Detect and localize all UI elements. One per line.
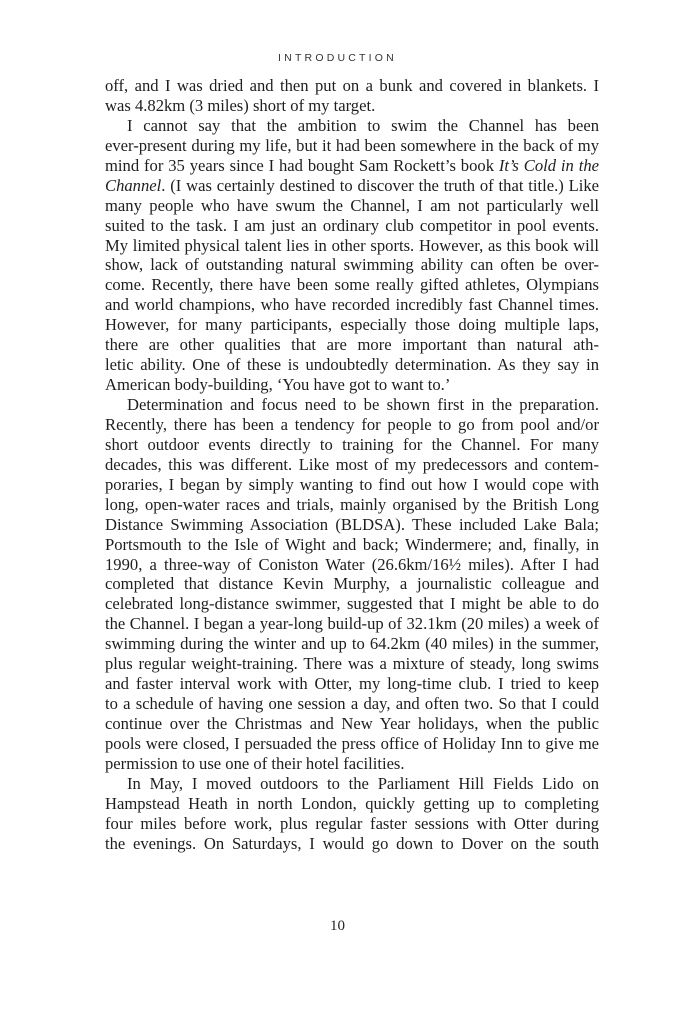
text-line: However, for many participants, especially those doing multiple laps,	[105, 315, 599, 335]
text-line: plus regular weight-training. There was a mixture of steady, long swims	[105, 654, 599, 674]
text-line: off, and I was dried and then put on a bunk and covered in blankets. I	[105, 76, 599, 95]
text-line	[105, 176, 599, 196]
text-line: Distance Swimming Association (BLDSA). These included Lake Bala;	[105, 514, 599, 534]
book-title-italic: Channel	[105, 175, 162, 195]
text-line: there are other qualities that are more important than natural ath-	[105, 335, 599, 355]
text-line: Determination and focus need to be shown first in the preparation.	[127, 395, 599, 414]
text-line: In May, I moved outdoors to the Parliament Hill Fields Lido on	[127, 773, 599, 793]
text-line: poraries, I began by simply wanting to find out how I would cope with	[105, 474, 599, 494]
text-line: and faster interval work with Otter, my long-time club. I tried to keep	[105, 674, 599, 694]
text-line: swimming during the winter and up to 64.2km (40 miles) in the summer,	[105, 634, 599, 654]
text-line: come. Recently, there have been some really gifted athletes, Olympians	[105, 275, 599, 295]
text-line: Portsmouth to the Isle of Wight and back; Windermere; and, finally, in	[105, 534, 599, 554]
text-line: American body-building, ‘You have got to want to.’	[105, 375, 451, 395]
text-line: four miles before work, plus regular faster sessions with Otter during	[105, 813, 599, 833]
text-segment: mind for 35 years since I had bought Sam Rockett’s book	[105, 155, 499, 175]
text-line: continue over the Christmas and New Year holidays, when the public	[105, 714, 599, 733]
text-line: completed that distance Kevin Murphy, a journalistic colleague and	[105, 574, 599, 594]
text-line: celebrated long-distance swimmer, suggested that I might be able to do	[105, 594, 599, 614]
text-line: 1990, a three-way of Coniston Water (26.6km/16½ miles). After I had	[105, 554, 599, 574]
text-line: suited to the task. I am just an ordinary club competitor in pool events.	[105, 215, 599, 235]
text-line: Recently, there has been a tendency for people to go from pool and/or	[105, 414, 599, 434]
text-line: permission to use one of their hotel facilities.	[105, 753, 405, 773]
text-line: was 4.82km (3 miles) short of my target.	[105, 95, 376, 115]
text-line: ever-present during my life, but it had been somewhere in the back of my	[105, 135, 599, 155]
body-text	[105, 76, 599, 854]
text-line: My limited physical talent lies in other sports. However, as this book will	[105, 235, 599, 255]
text-line: letic ability. One of these is undoubtedly determination. As they say in	[105, 355, 599, 375]
text-line: Hampstead Heath in north London, quickly getting up to completing	[105, 793, 599, 813]
text-line: pools were closed, I persuaded the press office of Holiday Inn to give me	[105, 733, 599, 753]
running-head: INTRODUCTION	[278, 52, 397, 64]
page-number: 10	[330, 918, 345, 934]
text-line: show, lack of outstanding natural swimming ability can often be over-	[105, 255, 599, 275]
text-line	[105, 156, 599, 176]
book-title-italic: It’s Cold in the	[498, 155, 599, 175]
text-line: the evenings. On Saturdays, I would go down to Dover on the south	[105, 833, 599, 853]
text-line: short outdoor events directly to training for the Channel. For many	[105, 434, 599, 454]
text-segment: . (I was certainly destined to discover the truth of that title.) Like	[161, 175, 599, 195]
text-line: the Channel. I began a year-long build-up of 32.1km (20 miles) a week of	[105, 614, 599, 634]
text-line: long, open-water races and trials, mainly organised by the British Long	[105, 494, 599, 514]
text-line: and world champions, who have recorded incredibly fast Channel times.	[105, 295, 599, 315]
text-line: I cannot say that the ambition to swim the Channel has been	[127, 115, 599, 135]
text-line: to a schedule of having one session a day, and often two. So that I could	[105, 694, 599, 714]
text-line: many people who have swum the Channel, I am not particularly well	[105, 195, 599, 215]
text-line: decades, this was different. Like most of my predecessors and contem-	[105, 454, 599, 474]
